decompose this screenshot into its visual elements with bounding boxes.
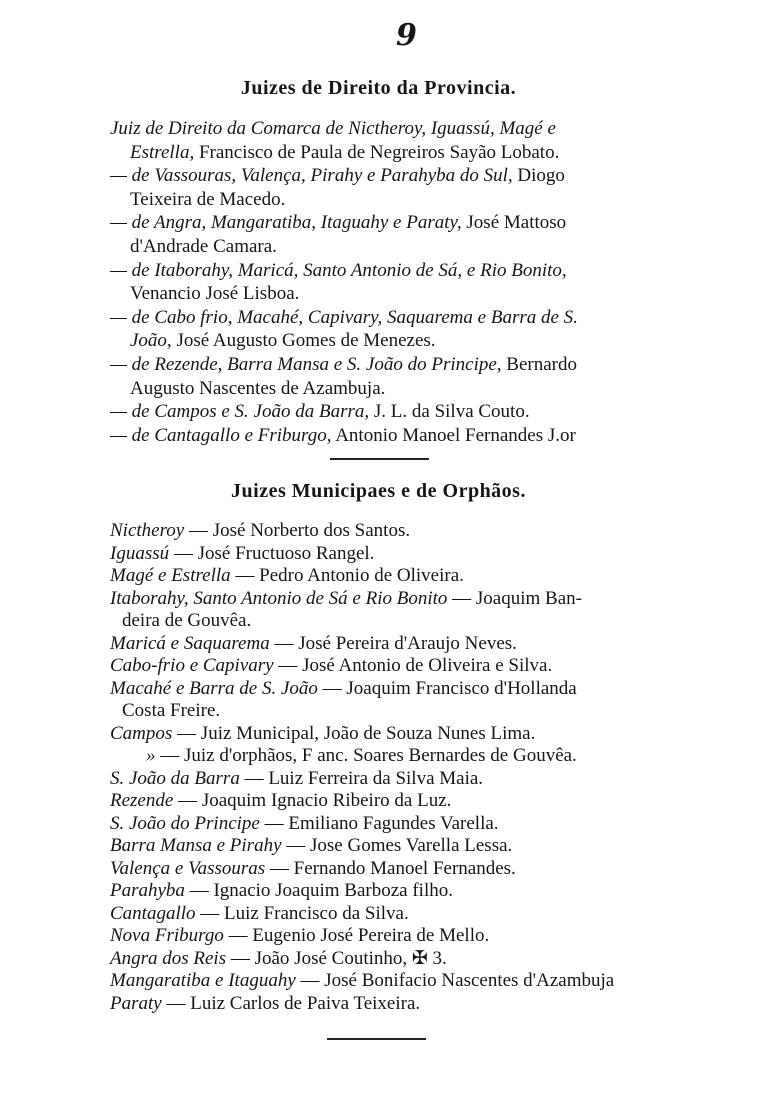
text-line bbox=[110, 212, 566, 234]
person-names: — João José Coutinho, ✠ 3. bbox=[226, 947, 447, 969]
place-names: Estrella, bbox=[130, 141, 195, 163]
place-names: Parahyba bbox=[110, 880, 185, 901]
person-names: — Joaquim Ignacio Ribeiro da Luz. bbox=[173, 790, 452, 811]
place-names: Rezende bbox=[110, 790, 174, 811]
text-line bbox=[110, 925, 489, 947]
person-names: J. L. da Silva Couto. bbox=[369, 401, 530, 423]
text-line bbox=[110, 543, 374, 565]
person-names: — José Norberto dos Santos. bbox=[184, 520, 411, 541]
text-line bbox=[110, 520, 410, 542]
text-line bbox=[110, 633, 517, 655]
person-names: — Emiliano Fagundes Varella. bbox=[259, 812, 499, 834]
divider-rule bbox=[327, 1038, 426, 1040]
text-line bbox=[130, 330, 436, 352]
place-names: — de Campos e S. João da Barra, bbox=[110, 401, 370, 423]
person-names: — José Fructuoso Rangel. bbox=[169, 542, 375, 564]
place-names: Paraty bbox=[110, 992, 162, 1014]
place-names: — de Itaborahy, Maricá, Santo Antonio de Sá, e Rio Bonito, bbox=[110, 259, 567, 281]
text-line bbox=[110, 678, 577, 700]
place-names: — de Cabo frio, Macahé, Capivary, Saquarema e Barra de S. bbox=[110, 306, 578, 328]
place-names: Cantagallo bbox=[110, 902, 196, 924]
page-number: 9 bbox=[396, 18, 417, 53]
text-line bbox=[110, 813, 499, 835]
text-line bbox=[110, 790, 451, 812]
person-names: Diogo bbox=[512, 165, 565, 187]
person-names: Augusto Nascentes de Azambuja. bbox=[130, 377, 386, 399]
text-line bbox=[110, 565, 464, 587]
person-names: — Eugenio José Pereira de Mello. bbox=[223, 925, 490, 946]
person-names: José Augusto Gomes de Menezes. bbox=[171, 330, 436, 352]
place-names: Juiz de Direito da Comarca de Nictheroy, Iguassú, Magé e bbox=[110, 118, 556, 139]
place-names: — de Angra, Mangaratiba, Itaguahy e Paraty, bbox=[110, 212, 462, 234]
place-names: Barra Mansa e Pirahy bbox=[110, 835, 282, 856]
person-names: José Mattoso bbox=[461, 212, 567, 234]
person-names: Teixeira de Macedo. bbox=[130, 188, 286, 210]
place-names: Iguassú bbox=[110, 542, 170, 564]
person-names: — José Bonifacio Nascentes d'Azambuja bbox=[295, 970, 615, 991]
place-names: S. João da Barra bbox=[110, 767, 240, 789]
text-line bbox=[122, 610, 251, 632]
text-line bbox=[110, 858, 516, 880]
person-names: — Juiz Municipal, João de Souza Nunes Lima. bbox=[172, 722, 536, 744]
person-names: deira de Gouvêa. bbox=[122, 610, 252, 631]
person-names: Bernardo bbox=[501, 354, 577, 375]
text-line bbox=[110, 425, 576, 447]
section-heading-juizes-de-direito: Juizes de Direito da Provincia. bbox=[240, 77, 517, 99]
text-line bbox=[110, 970, 614, 992]
text-line bbox=[130, 142, 559, 164]
place-names: » bbox=[146, 745, 156, 766]
text-line bbox=[110, 401, 530, 423]
text-line bbox=[130, 189, 285, 211]
text-line bbox=[110, 903, 409, 925]
person-names: Francisco de Paula de Negreiros Sayão Lobato. bbox=[194, 141, 560, 163]
place-names: Nova Friburgo bbox=[110, 925, 224, 946]
person-names: — Juiz d'orphãos, F anc. Soares Bernardes de Gouvêa. bbox=[155, 745, 577, 766]
place-names: Maricá e Saquarema bbox=[110, 632, 270, 654]
person-names: — Pedro Antonio de Oliveira. bbox=[230, 565, 464, 586]
place-names: Magé e Estrella bbox=[110, 565, 231, 586]
place-names: Nictheroy bbox=[110, 520, 185, 541]
text-line bbox=[110, 118, 556, 140]
place-names: Mangaratiba e Itaguahy bbox=[110, 970, 296, 991]
place-names: Cabo-frio e Capivary bbox=[110, 655, 274, 676]
text-line bbox=[146, 745, 577, 767]
place-names: — de Cantagallo e Friburgo, bbox=[110, 424, 332, 446]
text-line bbox=[130, 283, 299, 305]
text-line bbox=[130, 378, 385, 400]
text-line bbox=[110, 880, 453, 902]
text-line bbox=[110, 354, 577, 376]
person-names: — Fernando Manoel Fernandes. bbox=[265, 857, 516, 879]
text-line bbox=[110, 768, 483, 790]
text-line bbox=[110, 993, 420, 1015]
person-names: Venancio José Lisboa. bbox=[130, 283, 300, 305]
text-line bbox=[110, 260, 567, 282]
place-names: — de Vassouras, Valença, Pirahy e Parahyba do Sul, bbox=[110, 165, 513, 187]
person-names: — Joaquim Francisco d'Hollanda bbox=[317, 677, 577, 699]
text-line bbox=[122, 700, 220, 722]
section-heading-juizes-municipaes: Juizes Municipaes e de Orphãos. bbox=[231, 480, 526, 502]
person-names: — Luiz Ferreira da Silva Maia. bbox=[239, 767, 484, 789]
text-line bbox=[110, 655, 552, 677]
text-line bbox=[130, 236, 277, 258]
divider-rule bbox=[330, 458, 429, 460]
person-names: — Ignacio Joaquim Barboza filho. bbox=[184, 880, 453, 901]
place-names: Angra dos Reis bbox=[110, 947, 227, 969]
text-line bbox=[110, 588, 582, 610]
text-line bbox=[110, 307, 578, 329]
place-names: Campos bbox=[110, 722, 173, 744]
person-names: Antonio Manoel Fernandes J.or bbox=[331, 424, 576, 446]
person-names: — José Antonio de Oliveira e Silva. bbox=[273, 655, 553, 676]
text-line bbox=[110, 723, 535, 745]
place-names: Valença e Vassouras bbox=[110, 857, 266, 879]
text-line bbox=[110, 835, 512, 857]
text-line bbox=[110, 948, 447, 970]
person-names: Costa Freire. bbox=[122, 700, 221, 721]
place-names: Macahé e Barra de S. João bbox=[110, 677, 318, 699]
place-names: S. João do Principe bbox=[110, 812, 260, 834]
place-names: — de Rezende, Barra Mansa e S. João do Principe, bbox=[110, 354, 502, 375]
place-names: João, bbox=[130, 330, 172, 352]
person-names: — Jose Gomes Varella Lessa. bbox=[281, 835, 513, 856]
person-names: d'Andrade Camara. bbox=[130, 236, 277, 257]
person-names: — Luiz Francisco da Silva. bbox=[195, 902, 409, 924]
person-names: — Luiz Carlos de Paiva Teixeira. bbox=[161, 992, 421, 1014]
place-names: Itaborahy, Santo Antonio de Sá e Rio Bonito bbox=[110, 587, 448, 609]
text-line bbox=[110, 165, 565, 187]
person-names: — José Pereira d'Araujo Neves. bbox=[269, 632, 517, 654]
person-names: — Joaquim Ban- bbox=[447, 587, 582, 609]
